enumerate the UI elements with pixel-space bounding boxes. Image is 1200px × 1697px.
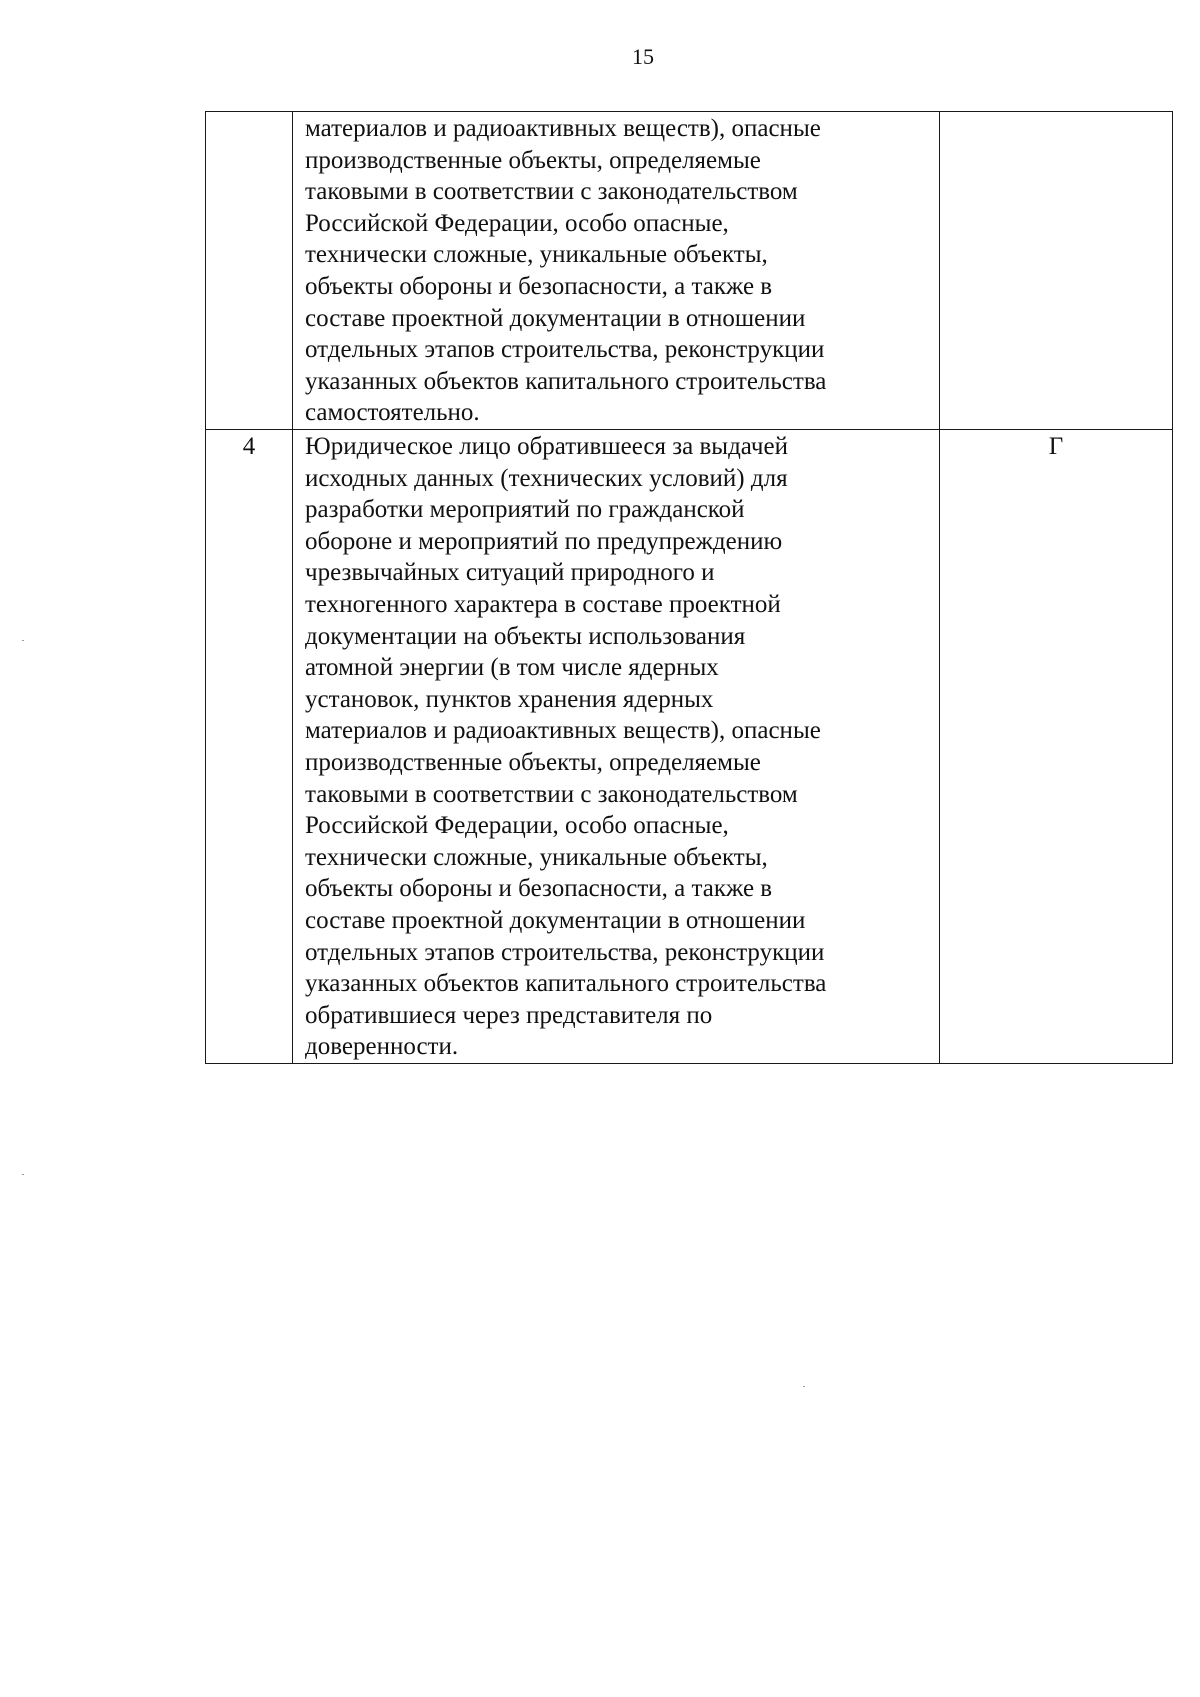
row-category-cell	[940, 112, 1173, 430]
document-table	[205, 111, 1173, 1064]
description-line: обороне и мероприятий по предупреждению	[305, 527, 783, 555]
description-line: Российской Федерации, особо опасные,	[305, 209, 729, 237]
description-line: исходных данных (технических условий) для	[305, 464, 788, 492]
description-line: производственные объекты, определяемые	[305, 146, 761, 174]
description-line: составе проектной документации в отношении	[305, 304, 806, 332]
table-row	[206, 112, 1173, 430]
description-line: отдельных этапов строительства, реконструкции	[305, 336, 825, 364]
description-line: доверенности.	[305, 1033, 459, 1061]
scan-speck	[803, 1386, 805, 1387]
description-line: самостоятельно.	[305, 399, 480, 427]
description-line: материалов и радиоактивных веществ), опасные	[305, 717, 821, 745]
page-number: 15	[632, 44, 654, 69]
description-line: таковыми в соответствии с законодательством	[305, 780, 798, 808]
row-number-cell	[206, 112, 293, 430]
description-line: технически сложные, уникальные объекты,	[305, 843, 768, 871]
description-line: производственные объекты, определяемые	[305, 748, 761, 776]
description-line: обратившиеся через представителя по	[305, 1001, 713, 1029]
description-line: указанных объектов капитального строительства	[305, 367, 827, 395]
description-line: чрезвычайных ситуаций природного и	[305, 559, 715, 587]
description-line: документации на объекты использования	[305, 622, 746, 650]
description-line: Российской Федерации, особо опасные,	[305, 812, 729, 840]
description-line: материалов и радиоактивных веществ), опасные	[305, 115, 821, 142]
description-line: указанных объектов капитального строительства	[305, 970, 827, 998]
row-description-cell	[293, 430, 940, 1064]
description-line: технически сложные, уникальные объекты,	[305, 241, 768, 269]
description-line: отдельных этапов строительства, реконструкции	[305, 938, 825, 966]
row-number-cell: 4	[206, 430, 293, 1064]
description-line: таковыми в соответствии с законодательством	[305, 178, 798, 206]
row-category-cell: Г	[940, 430, 1173, 1064]
scan-speck	[22, 1174, 24, 1175]
description-line: объекты обороны и безопасности, а также в	[305, 272, 773, 300]
row-description-cell	[293, 112, 940, 430]
description-line: составе проектной документации в отношении	[305, 906, 806, 934]
description-line: Юридическое лицо обратившееся за выдачей	[305, 433, 788, 460]
description-line: атомной энергии (в том числе ядерных	[305, 654, 719, 682]
table-row	[206, 430, 1173, 1064]
description-line: разработки мероприятий по гражданской	[305, 496, 745, 524]
scan-speck	[22, 640, 24, 641]
description-line: объекты обороны и безопасности, а также в	[305, 875, 773, 903]
description-line: установок, пунктов хранения ядерных	[305, 685, 714, 713]
description-line: техногенного характера в составе проектной	[305, 590, 781, 618]
